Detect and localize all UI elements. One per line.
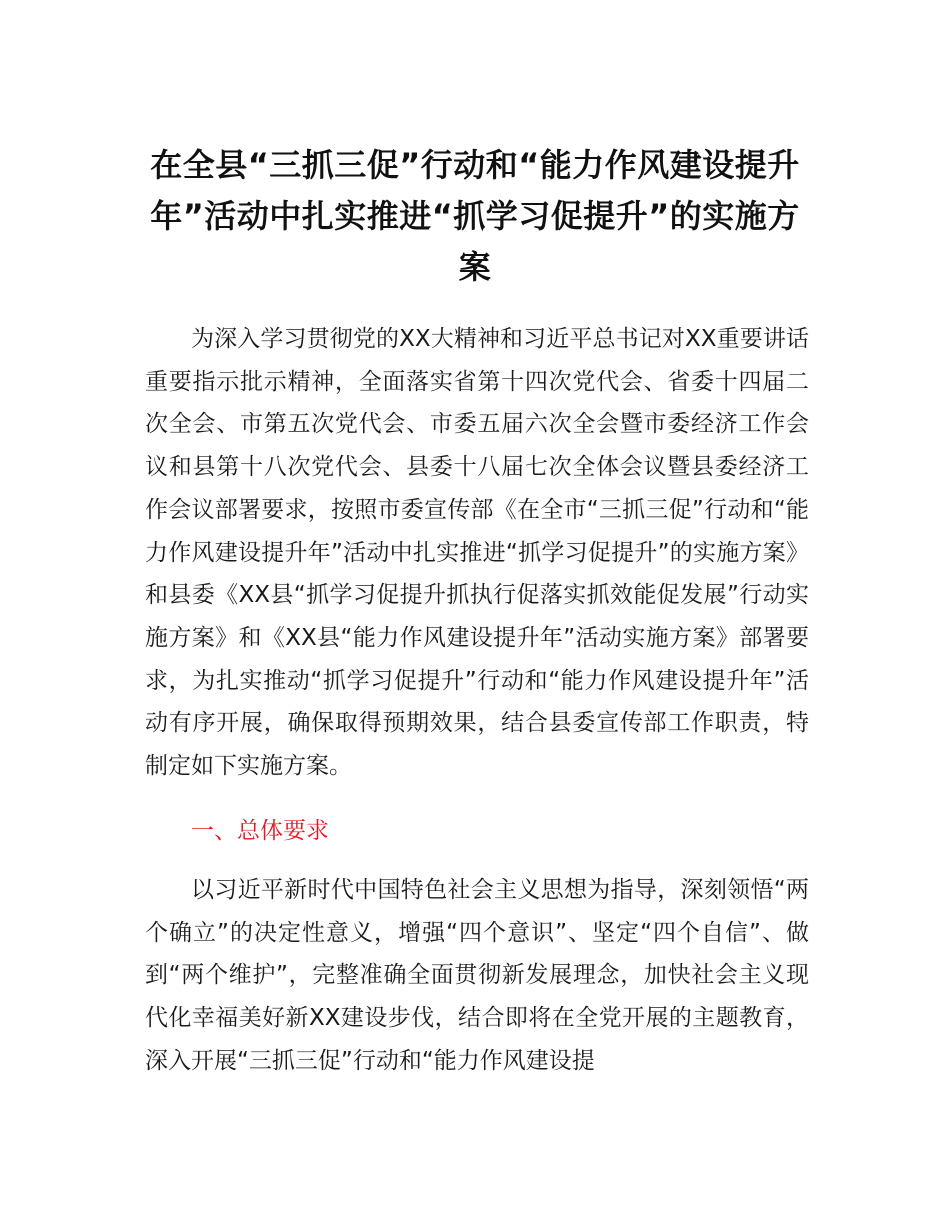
intro-paragraph: 为深入学习贯彻党的XX大精神和习近平总书记对XX重要讲话重要指示批示精神，全面落实省第十四次党代会、省委十四届二次全会、市第五次党代会、市委五届六次全会暨市委经济工作会议和县第十八次党代会、县委十八届七次全体会议暨县委经济工作会议部署要求，按照市委宣传部《在全市“三抓三促”行动和“能力作风建设提升年”活动中扎实推进“抓学习促提升”的实施方案》和县委《XX县“抓学习促提升抓执行促落实抓效能促发展”行动实施方案》和《XX县“能力作风建设提升年”活动实施方案》部署要求，为扎实推动“抓学习促提升”行动和“能力作风建设提升年”活动有序开展，确保取得预期效果，结合县委宣传部工作职责，特制定如下实施方案。: [145, 326, 810, 780]
section-heading-general-requirements: 一、总体要求: [191, 818, 329, 844]
document-title: 在全县“三抓三促”行动和“能力作风建设提升年”活动中扎实推进“抓学习促提升”的实施方案: [150, 146, 800, 286]
overview-paragraph: 以习近平新时代中国特色社会主义思想为指导，深刻领悟“两个确立”的决定性意义，增强“四个意识”、坚定“四个自信”、做到“两个维护”，完整准确全面贯彻新发展理念，加快社会主义现代化幸福美好新XX建设步伐，结合即将在全党开展的主题教育，深入开展“三抓三促”行动和“能力作风建设提: [145, 877, 809, 1074]
